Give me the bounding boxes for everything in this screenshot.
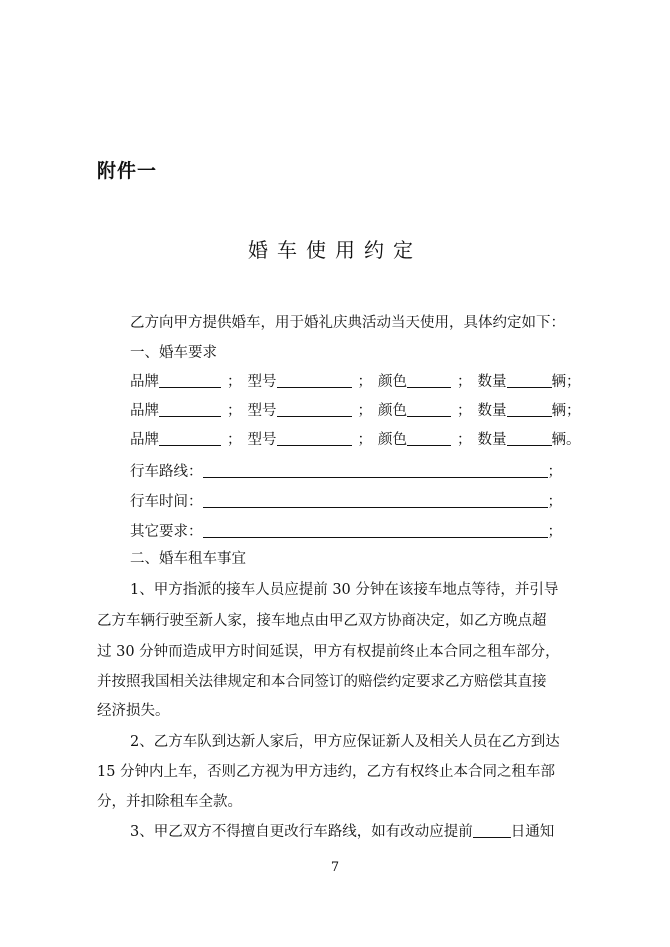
time-blank[interactable] [203,492,548,508]
qty-label: 数量 [477,403,507,419]
brand-label: 品牌 [130,403,159,419]
car-row-3: 品牌 ； 型号 ； 颜色 ； 数量 辆。 [130,432,581,448]
color-blank[interactable] [407,372,451,388]
car-row-2: 品牌 ； 型号 ； 颜色 ； 数量 辆； [130,403,581,419]
color-label: 颜色 [378,374,407,390]
route-row: 行车路线： ； [130,464,562,480]
page-number: 7 [330,860,340,875]
section-1-heading: 一、婚车要求 [130,345,217,361]
color-blank[interactable] [407,430,451,446]
p2-line-1: 2、乙方车队到达新人家后，甲方应保证新人及相关人员在乙方到达 [130,734,560,750]
p1-line-2: 乙方车辆行驶至新人家，接车地点由甲乙双方协商决定，如乙方晚点超 [97,613,547,629]
route-label: 行车路线： [130,464,203,480]
brand-label: 品牌 [130,432,159,448]
brand-blank[interactable] [159,372,221,388]
model-blank[interactable] [277,401,352,417]
qty-blank[interactable] [507,372,552,388]
model-blank[interactable] [277,430,352,446]
brand-blank[interactable] [159,401,221,417]
model-label: 型号 [247,403,277,419]
section-2-heading: 二、婚车租车事宜 [130,551,246,567]
p2-line-2: 15 分钟内上车，否则乙方视为甲方违约，乙方有权终止本合同之租车部 [97,764,556,780]
p1-line-3: 过 30 分钟而造成甲方时间延误，甲方有权提前终止本合同之租车部分， [97,644,560,660]
p1-line-5: 经济损失。 [97,703,170,719]
notice-days-blank[interactable] [473,822,511,838]
qty-label: 数量 [477,374,507,390]
qty-blank[interactable] [507,430,552,446]
color-label: 颜色 [378,403,407,419]
document-title: 婚车使用约定 [248,238,422,262]
p2-line-3: 分，并扣除租车全款。 [97,794,242,810]
p1-line-4: 并按照我国相关法律规定和本合同签订的赔偿约定要求乙方赔偿其直接 [97,674,547,690]
color-blank[interactable] [407,401,451,417]
route-blank[interactable] [203,462,548,478]
other-blank[interactable] [203,522,548,538]
brand-blank[interactable] [159,430,221,446]
qty-blank[interactable] [507,401,552,417]
other-row: 其它要求： ； [130,524,562,540]
other-label: 其它要求： [130,524,203,540]
p1-line-1: 1、甲方指派的接车人员应提前 30 分钟在该接车地点等待，并引导 [130,582,559,598]
time-label: 行车时间： [130,494,203,510]
color-label: 颜色 [378,432,407,448]
intro-text: 乙方向甲方提供婚车，用于婚礼庆典活动当天使用，具体约定如下： [130,315,565,331]
brand-label: 品牌 [130,374,159,390]
model-blank[interactable] [277,372,352,388]
car-row-1: 品牌 ； 型号 ； 颜色 ； 数量 辆； [130,374,581,390]
annex-heading: 附件一 [97,160,158,182]
p3-line-1: 3、甲乙双方不得擅自更改行车路线，如有改动应提前 日通知 [130,824,555,840]
model-label: 型号 [247,374,277,390]
model-label: 型号 [247,432,277,448]
qty-label: 数量 [477,432,507,448]
time-row: 行车时间： ； [130,494,562,510]
